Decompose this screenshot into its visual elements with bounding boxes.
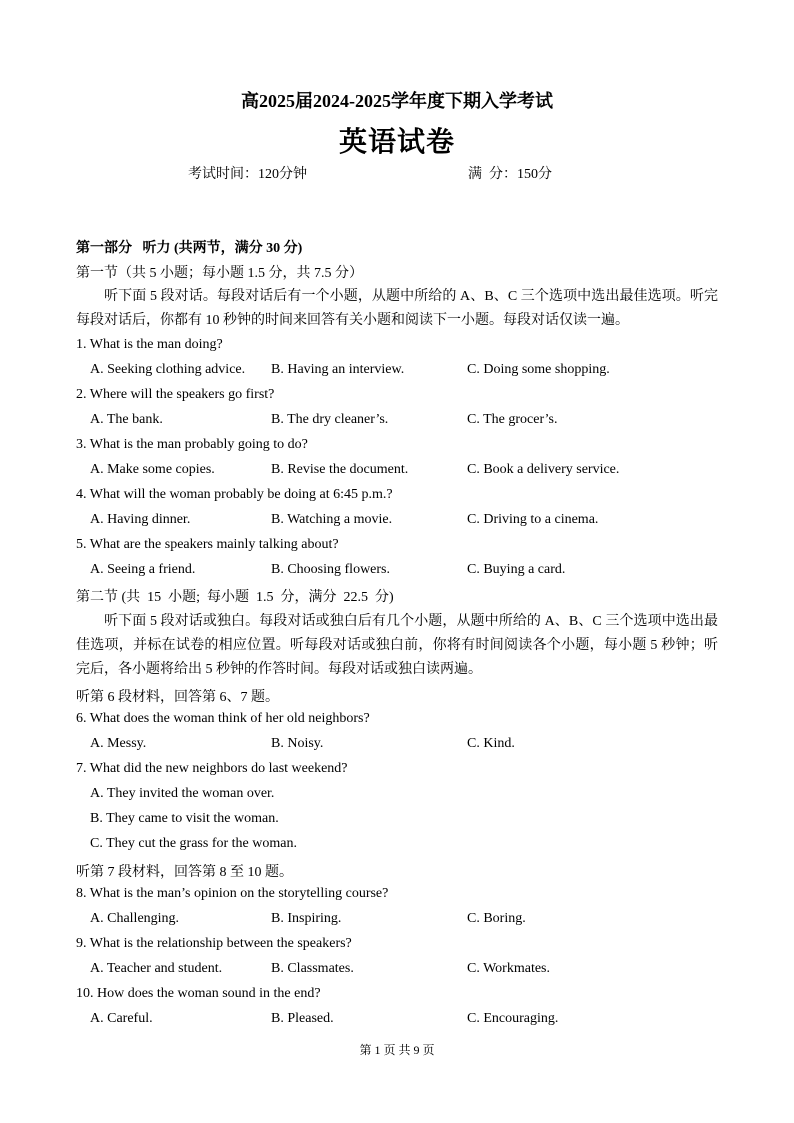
- section-two-heading: 第二节 (共 15 小题; 每小题 1.5 分，满分 22.5 分): [76, 590, 394, 605]
- q3-option-b: B. Revise the document.: [271, 462, 409, 477]
- q1-option-b: B. Having an interview.: [271, 362, 405, 377]
- q9-option-b: B. Classmates.: [271, 961, 354, 976]
- q4-option-a: A. Having dinner.: [90, 512, 191, 527]
- q5-option-c: C. Buying a card.: [467, 562, 566, 577]
- page-number: 第 1 页 共 9 页: [359, 1043, 435, 1057]
- section-two-instruction: 听下面 5 段对话或独白。每段对话或独白后有几个小题，从题中所给的 A、B、C 三个选项中选出最佳选项，并标在试卷的相应位置。听每段对话或独白前，你将有时间阅读各个小题，每小题 5 秒钟；听完后，各小题将给出 5 秒钟的作答时间。每段对话或独白读两遍。: [76, 614, 718, 677]
- question-6: 6. What does the woman think of her old neighbors?: [76, 711, 370, 726]
- exam-title: 高2025届2024-2025学年度下期入学考试: [241, 91, 553, 111]
- q6-option-b: B. Noisy.: [271, 736, 324, 751]
- question-1: 1. What is the man doing?: [76, 337, 223, 352]
- q8-option-c: C. Boring.: [467, 911, 526, 926]
- section-one-instruction: 听下面 5 段对话。每段对话后有一个小题，从题中所给的 A、B、C 三个选项中选出最佳选项。听完每段对话后，你都有 10 秒钟的时间来回答有关小题和阅读下一小题。每段对话仅读一遍。: [76, 289, 718, 328]
- q10-option-c: C. Encouraging.: [467, 1011, 559, 1026]
- q3-option-a: A. Make some copies.: [90, 462, 215, 477]
- section-one-heading: 第一节（共 5 小题；每小题 1.5 分，共 7.5 分）: [76, 266, 363, 281]
- full-score: 满 分：150分: [468, 167, 552, 182]
- question-2: 2. Where will the speakers go first?: [76, 387, 275, 402]
- q6-option-c: C. Kind.: [467, 736, 515, 751]
- q5-option-a: A. Seeing a friend.: [90, 562, 196, 577]
- q9-option-c: C. Workmates.: [467, 961, 550, 976]
- q7-option-b: B. They came to visit the woman.: [90, 811, 279, 826]
- material-6-note: 听第 6 段材料，回答第 6、7 题。: [76, 690, 279, 705]
- q7-option-c: C. They cut the grass for the woman.: [90, 836, 297, 851]
- question-3: 3. What is the man probably going to do?: [76, 437, 308, 452]
- q1-option-c: C. Doing some shopping.: [467, 362, 610, 377]
- question-7: 7. What did the new neighbors do last weekend?: [76, 761, 348, 776]
- q4-option-b: B. Watching a movie.: [271, 512, 393, 527]
- subject-title: 英语试卷: [338, 127, 455, 158]
- question-8: 8. What is the man’s opinion on the storytelling course?: [76, 886, 389, 901]
- part-one-title: 第一部分 听力 (共两节，满分 30 分): [76, 241, 303, 256]
- q5-option-b: B. Choosing flowers.: [271, 562, 390, 577]
- question-10: 10. How does the woman sound in the end?: [76, 986, 321, 1001]
- q3-option-c: C. Book a delivery service.: [467, 462, 620, 477]
- q6-option-a: A. Messy.: [90, 736, 147, 751]
- q8-option-a: A. Challenging.: [90, 911, 180, 926]
- q1-option-a: A. Seeking clothing advice.: [90, 362, 246, 377]
- q4-option-c: C. Driving to a cinema.: [467, 512, 599, 527]
- material-7-note: 听第 7 段材料，回答第 8 至 10 题。: [76, 865, 293, 880]
- question-9: 9. What is the relationship between the speakers?: [76, 936, 352, 951]
- exam-time: 考试时间：120分钟: [188, 167, 307, 182]
- question-5: 5. What are the speakers mainly talking about?: [76, 537, 339, 552]
- q2-option-c: C. The grocer’s.: [467, 412, 558, 427]
- q2-option-a: A. The bank.: [90, 412, 163, 427]
- q2-option-b: B. The dry cleaner’s.: [271, 412, 389, 427]
- q7-option-a: A. They invited the woman over.: [90, 786, 275, 801]
- q8-option-b: B. Inspiring.: [271, 911, 342, 926]
- q9-option-a: A. Teacher and student.: [90, 961, 223, 976]
- q10-option-a: A. Careful.: [90, 1011, 153, 1026]
- question-4: 4. What will the woman probably be doing at 6:45 p.m.?: [76, 487, 393, 502]
- q10-option-b: B. Pleased.: [271, 1011, 334, 1026]
